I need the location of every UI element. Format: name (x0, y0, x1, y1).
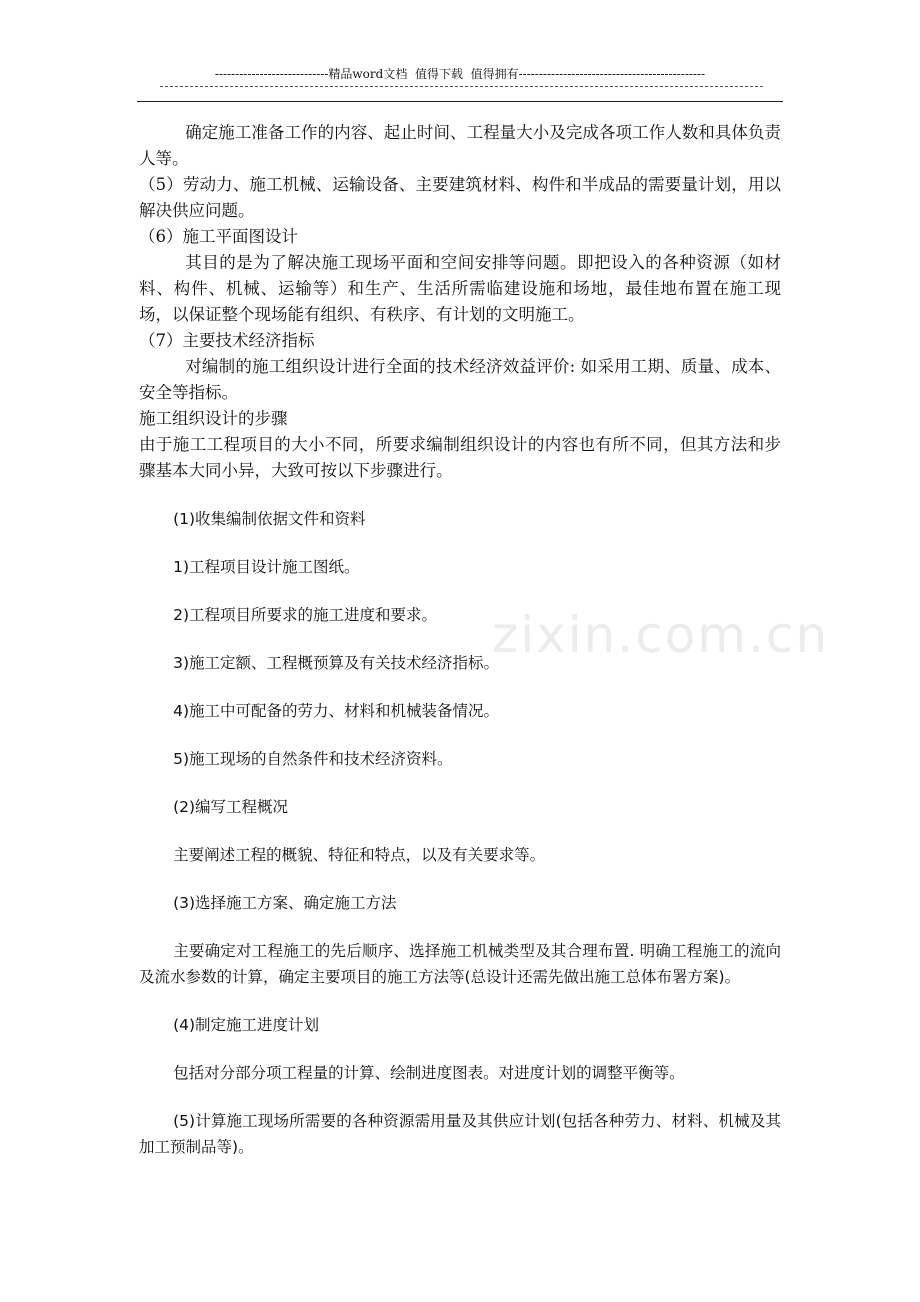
paragraph: 包括对分部分项工程量的计算、绘制进度图表。对进度计划的调整平衡等。 (173, 1064, 685, 1082)
page-header-title: ----------------------------精品word文档 值得下载 值得拥有---------------------------------------------- (214, 67, 706, 81)
list-item: 2)工程项目所要求的施工进度和要求。 (173, 606, 438, 624)
list-item: 1)工程项目设计施工图纸。 (173, 558, 360, 576)
list-item: 5)施工现场的自然条件和技术经济资料。 (173, 750, 453, 768)
paragraph: 主要确定对工程施工的先后顺序、选择施工机械类型及其合理布置. 明确工程施工的流向及流水参数的计算，确定主要项目的施工方法等(总设计还需先做出施工总体布署方案)。 (139, 942, 781, 986)
paragraph: 主要阐述工程的概貌、特征和特点，以及有关要求等。 (173, 846, 546, 864)
watermark: zixin.com.cn (492, 606, 830, 664)
paragraph: 其目的是为了解决施工现场平面和空间安排等问题。即把设入的各种资源（如材料、构件、机械、运输等）和生产、生活所需临建设施和场地，最佳地布置在施工现场，以保证整个现场能有组织、有秩序、有计划的文明施工。 (139, 253, 781, 324)
section-heading: （7）主要技术经济指标 (139, 331, 315, 350)
header-dashed-line (160, 86, 763, 93)
step-heading: (5)计算施工现场所需要的各种资源需用量及其供应计划(包括各种劳力、材料、机械及其加工预制品等)。 (139, 1112, 781, 1156)
paragraph: 确定施工准备工作的内容、起止时间、工程量大小及完成各项工作人数和具体负责人等。 (139, 123, 781, 168)
paragraph: 对编制的施工组织设计进行全面的技术经济效益评价: 如采用工期、质量、成本、安全等指标。 (139, 357, 781, 402)
section-heading: 施工组织设计的步骤 (139, 409, 288, 428)
list-item: 4)施工中可配备的劳力、材料和机械装备情况。 (173, 702, 500, 720)
header-rule (137, 101, 783, 102)
document-body (139, 120, 781, 1182)
step-heading: (2)编写工程概况 (173, 798, 289, 816)
step-heading: (3)选择施工方案、确定施工方法 (173, 894, 397, 912)
step-heading: (4)制定施工进度计划 (173, 1016, 320, 1034)
paragraph: （5）劳动力、施工机械、运输设备、主要建筑材料、构件和半成品的需要量计划，用以解决供应问题。 (139, 175, 781, 220)
paragraph: 由于施工工程项目的大小不同，所要求编制组织设计的内容也有所不同，但其方法和步骤基本大同小异，大致可按以下步骤进行。 (139, 435, 781, 480)
step-heading: (1)收集编制依据文件和资料 (173, 510, 366, 528)
list-item: 3)施工定额、工程概预算及有关技术经济指标。 (173, 654, 500, 672)
section-heading: （6）施工平面图设计 (139, 227, 298, 246)
